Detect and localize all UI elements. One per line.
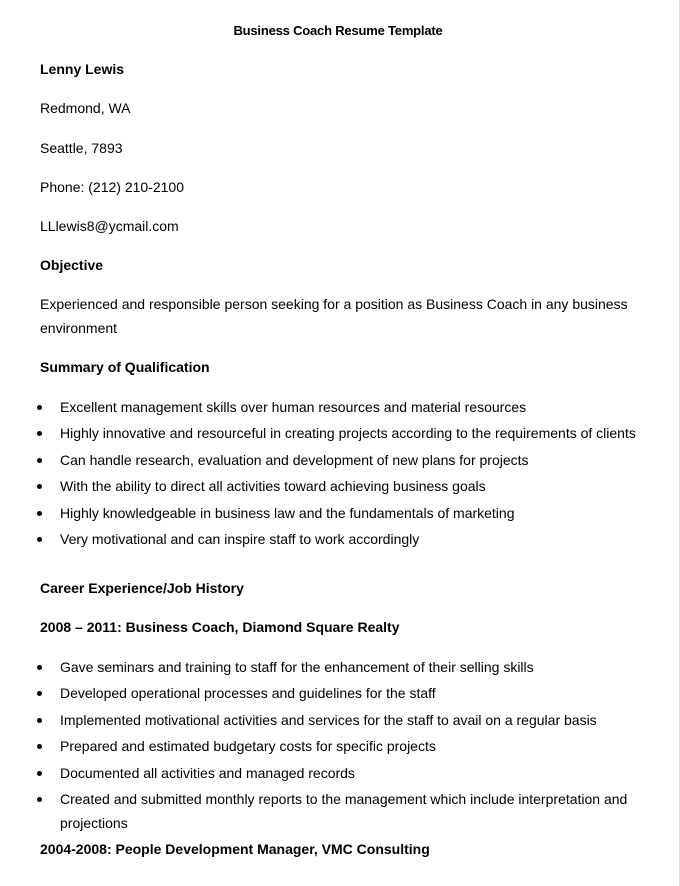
list-item: Created and submitted monthly reports to the management which include interpretation and projections xyxy=(40,787,650,835)
email-address: LLlewis8@ycmail.com xyxy=(40,218,179,234)
list-item: Excellent management skills over human resources and material resources xyxy=(40,395,650,419)
objective-heading: Objective xyxy=(40,257,104,273)
list-item: With the ability to direct all activities toward achieving business goals xyxy=(40,474,650,498)
address-line-2: Seattle, 7893 xyxy=(40,140,123,156)
job-1-duties-list xyxy=(40,655,650,837)
objective-text: Experienced and responsible person seeking for a position as Business Coach in any business environment xyxy=(40,296,628,336)
phone-number: Phone: (212) 210-2100 xyxy=(40,179,184,195)
job-title-1: 2008 – 2011: Business Coach, Diamond Square Realty xyxy=(40,619,400,635)
list-item: Highly knowledgeable in business law and the fundamentals of marketing xyxy=(40,501,650,525)
summary-list xyxy=(40,395,650,553)
applicant-name: Lenny Lewis xyxy=(40,61,125,77)
list-item: Prepared and estimated budgetary costs for specific projects xyxy=(40,734,650,758)
list-item: Highly innovative and resourceful in creating projects according to the requirements of clients xyxy=(40,421,650,445)
list-item: Very motivational and can inspire staff to work accordingly xyxy=(40,527,650,551)
document-title: Business Coach Resume Template xyxy=(233,23,443,38)
list-item: Implemented motivational activities and services for the staff to avail on a regular basis xyxy=(40,708,650,732)
address-line-1: Redmond, WA xyxy=(40,100,131,116)
list-item: Developed operational processes and guidelines for the staff xyxy=(40,681,650,705)
list-item: Can handle research, evaluation and development of new plans for projects xyxy=(40,448,650,472)
career-heading: Career Experience/Job History xyxy=(40,580,244,596)
list-item: Gave seminars and training to staff for the enhancement of their selling skills xyxy=(40,655,650,679)
job-title-2: 2004-2008: People Development Manager, VMC Consulting xyxy=(40,841,430,857)
summary-heading: Summary of Qualification xyxy=(40,359,210,375)
list-item: Documented all activities and managed records xyxy=(40,761,650,785)
